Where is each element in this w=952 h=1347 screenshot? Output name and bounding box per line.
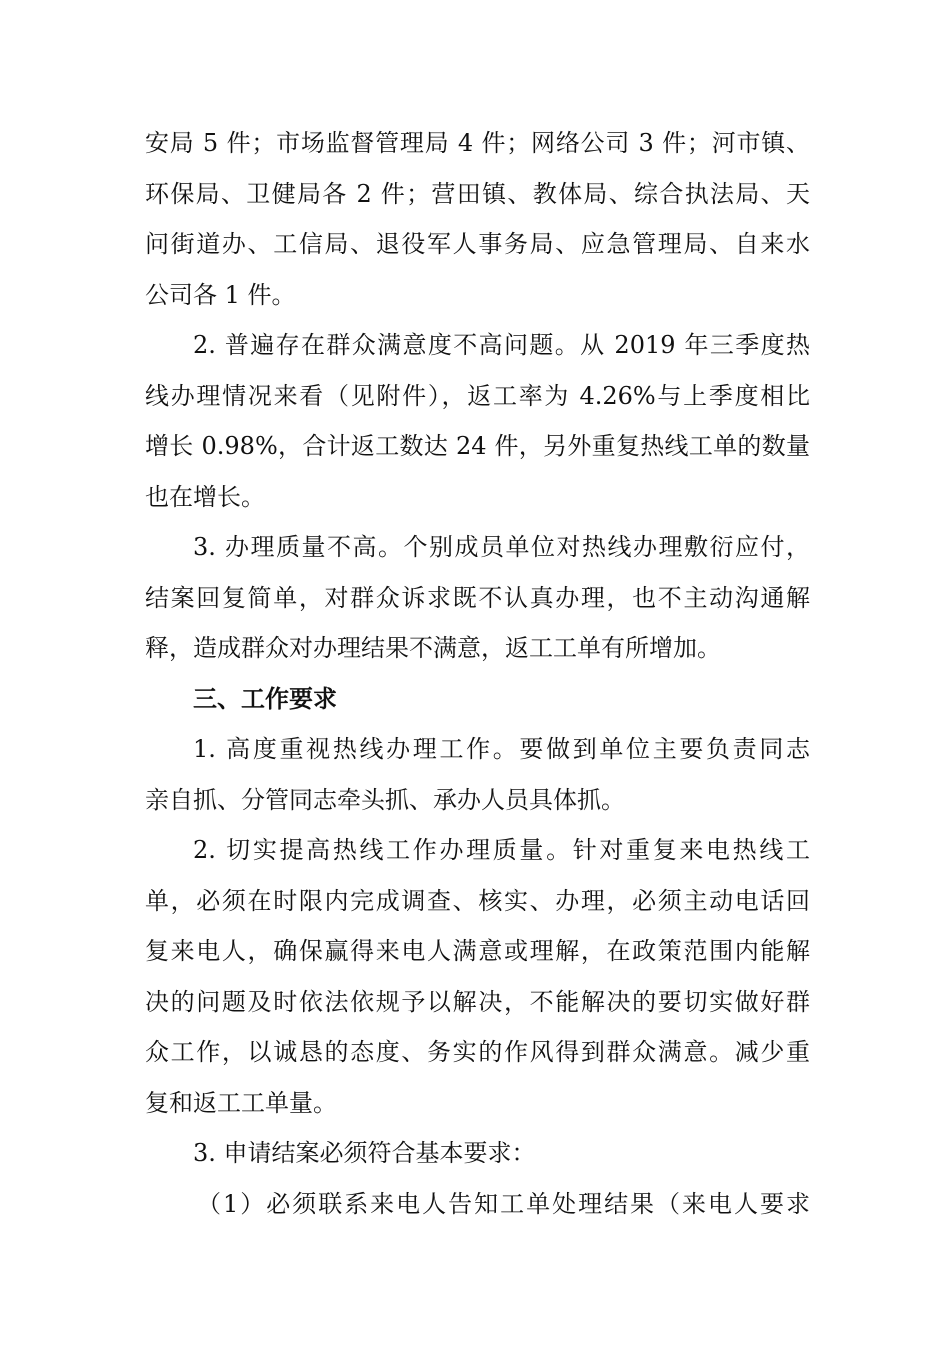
paragraph-line: 结案回复简单，对群众诉求既不认真办理，也不主动沟通解 (145, 583, 810, 612)
paragraph-line: 众工作，以诚恳的态度、务实的作风得到群众满意。减少重 (145, 1038, 810, 1066)
section-heading: 三、工作要求 (193, 684, 337, 713)
paragraph-line: 2. 切实提高热线工作办理质量。针对重复来电热线工 (193, 836, 810, 864)
paragraph-line: 复和返工工单量。 (145, 1088, 337, 1117)
paragraph-line: 亲自抓、分管同志牵头抓、承办人员具体抓。 (145, 785, 625, 814)
paragraph-line: 释，造成群众对办理结果不满意，返工工单有所增加。 (145, 634, 721, 662)
paragraph-line: 2. 普遍存在群众满意度不高问题。从 2019 年三季度热 (193, 331, 810, 359)
paragraph-line: 安局 5 件；市场监督管理局 4 件；网络公司 3 件；河市镇、 (145, 129, 810, 157)
paragraph-line: 也在增长。 (145, 482, 265, 511)
paragraph-line: （1）必须联系来电人告知工单处理结果（来电人要求 (197, 1189, 810, 1218)
document-body (145, 118, 810, 1229)
paragraph-line: 单，必须在时限内完成调查、核实、办理，必须主动电话回 (145, 886, 810, 915)
paragraph-line: 复来电人，确保赢得来电人满意或理解，在政策范围内能解 (145, 937, 810, 965)
paragraph-line: 1. 高度重视热线办理工作。要做到单位主要负责同志 (193, 735, 810, 763)
paragraph-line: 公司各 1 件。 (145, 280, 296, 309)
paragraph-line: 环保局、卫健局各 2 件；营田镇、教体局、综合执法局、天 (145, 179, 810, 208)
paragraph-line: 3. 办理质量不高。个别成员单位对热线办理敷衍应付， (193, 533, 810, 561)
paragraph-line: 决的问题及时依法依规予以解决，不能解决的要切实做好群 (145, 987, 810, 1016)
paragraph-line: 3. 申请结案必须符合基本要求： (193, 1139, 536, 1167)
paragraph-line: 增长 0.98%，合计返工数达 24 件，另外重复热线工单的数量 (145, 432, 810, 460)
paragraph-line: 问街道办、工信局、退役军人事务局、应急管理局、自来水 (145, 230, 810, 258)
paragraph-line: 线办理情况来看（见附件），返工率为 4.26%与上季度相比 (145, 381, 810, 410)
